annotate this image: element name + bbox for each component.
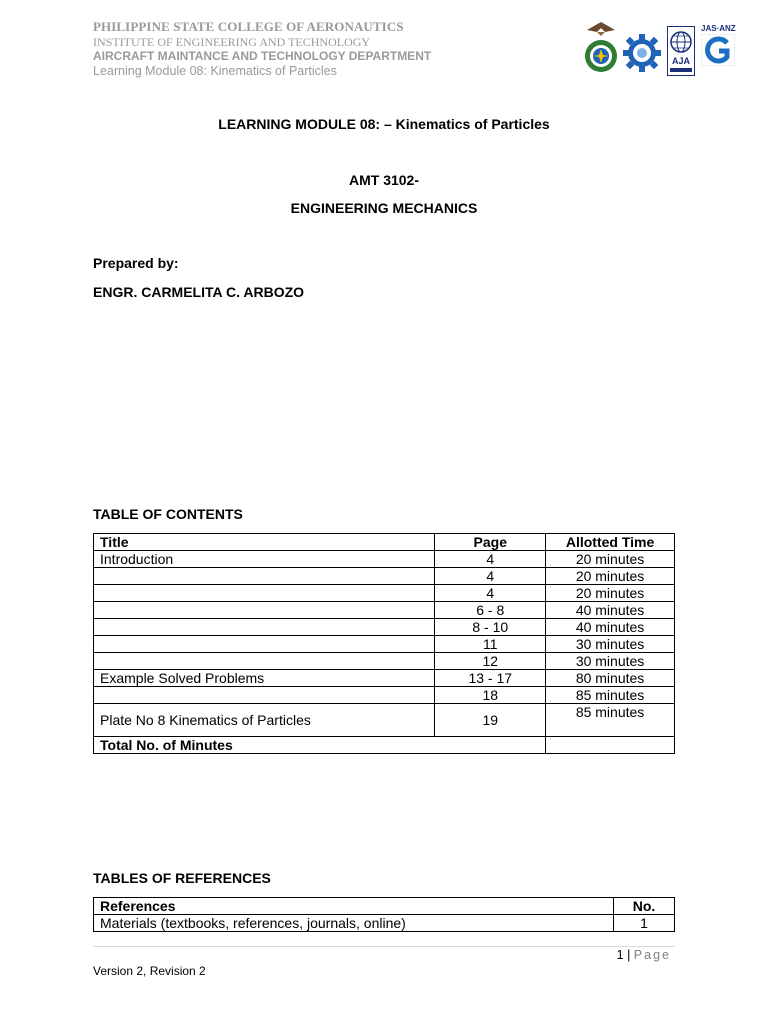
prepared-by-label: Prepared by: xyxy=(93,255,179,271)
college-seal-logo xyxy=(583,20,619,76)
toc-row-time: 20 minutes xyxy=(546,551,675,568)
toc-heading: TABLE OF CONTENTS xyxy=(93,506,243,522)
page-word: Page xyxy=(633,948,671,962)
toc-row-time: 80 minutes xyxy=(546,670,675,687)
toc-row-page: 19 xyxy=(435,704,546,737)
toc-row xyxy=(94,551,675,568)
references-header-row xyxy=(94,898,675,915)
toc-row xyxy=(94,602,675,619)
toc-row-time: 30 minutes xyxy=(546,636,675,653)
toc-header-page: Page xyxy=(435,534,546,551)
module-line: Learning Module 08: Kinematics of Particles xyxy=(93,64,337,78)
toc-row-title xyxy=(94,636,435,653)
course-name: ENGINEERING MECHANICS xyxy=(290,200,478,216)
module-title: LEARNING MODULE 08: – Kinematics of Particles xyxy=(218,116,550,132)
toc-row-page: 4 xyxy=(435,551,546,568)
toc-row-title xyxy=(94,568,435,585)
toc-row-time: 20 minutes xyxy=(546,568,675,585)
page-number xyxy=(617,948,671,962)
toc-header-title: Title xyxy=(94,534,435,551)
page-number-separator: | xyxy=(627,948,631,962)
course-code: AMT 3102- xyxy=(348,172,420,188)
version-label: Version 2, Revision 2 xyxy=(93,964,206,978)
toc-row-title xyxy=(94,619,435,636)
toc-row-page: 12 xyxy=(435,653,546,670)
toc-row-title xyxy=(94,585,435,602)
author-name: ENGR. CARMELITA C. ARBOZO xyxy=(93,284,305,300)
references-row-no: 1 xyxy=(614,915,675,932)
references-table xyxy=(93,897,675,932)
toc-row xyxy=(94,687,675,704)
toc-row-time: 40 minutes xyxy=(546,602,675,619)
references-row-ref: Materials (textbooks, references, journals, online) xyxy=(94,915,614,932)
toc-row-time: 85 minutes xyxy=(546,687,675,704)
jas-anz-text: JAS·ANZ xyxy=(701,24,736,33)
toc-row-time: 85 minutes xyxy=(546,704,675,737)
logo-strip xyxy=(583,20,743,76)
toc-row xyxy=(94,636,675,653)
toc-row-title: Introduction xyxy=(94,551,435,568)
toc-row-page: 11 xyxy=(435,636,546,653)
toc-header-time: Allotted Time xyxy=(546,534,675,551)
toc-row xyxy=(94,568,675,585)
toc-row xyxy=(94,619,675,636)
toc-header-row xyxy=(94,534,675,551)
toc-row-page: 4 xyxy=(435,568,546,585)
toc-row-time: 20 minutes xyxy=(546,585,675,602)
department-name: AIRCRAFT MAINTANCE AND TECHNOLOGY DEPARTMENT xyxy=(93,49,432,63)
references-heading: TABLES OF REFERENCES xyxy=(93,870,271,886)
page-number-value: 1 xyxy=(616,948,624,962)
institute-name: INSTITUTE OF ENGINEERING AND TECHNOLOGY xyxy=(93,35,371,49)
toc-row-title: Example Solved Problems xyxy=(94,670,435,687)
toc-row-title xyxy=(94,602,435,619)
toc-row xyxy=(94,670,675,687)
jas-anz-logo xyxy=(701,24,743,72)
page-header xyxy=(93,19,431,79)
toc-table xyxy=(93,533,675,754)
aja-logo-text: AJA xyxy=(671,56,691,66)
jas-anz-mark-icon xyxy=(701,34,735,66)
toc-row-title xyxy=(94,687,435,704)
toc-row-page: 8 - 10 xyxy=(435,619,546,636)
college-name: PHILIPPINE STATE COLLEGE OF AERONAUTICS xyxy=(93,19,404,34)
references-row xyxy=(94,915,675,932)
references-header-ref: References xyxy=(94,898,614,915)
toc-total-row xyxy=(94,737,675,754)
gear-emblem-logo xyxy=(623,34,661,72)
aja-certification-logo xyxy=(667,26,695,76)
toc-row-page: 18 xyxy=(435,687,546,704)
toc-row-page: 6 - 8 xyxy=(435,602,546,619)
toc-row xyxy=(94,653,675,670)
toc-row xyxy=(94,704,675,737)
toc-row-page: 4 xyxy=(435,585,546,602)
toc-row-title: Plate No 8 Kinematics of Particles xyxy=(94,704,435,737)
toc-row-time: 40 minutes xyxy=(546,619,675,636)
toc-row-page: 13 - 17 xyxy=(435,670,546,687)
toc-row xyxy=(94,585,675,602)
toc-row-time: 30 minutes xyxy=(546,653,675,670)
references-header-no: No. xyxy=(614,898,675,915)
toc-row-title xyxy=(94,653,435,670)
toc-total-label: Total No. of Minutes xyxy=(94,737,546,754)
footer-divider xyxy=(93,946,675,947)
toc-total-value xyxy=(546,737,675,754)
